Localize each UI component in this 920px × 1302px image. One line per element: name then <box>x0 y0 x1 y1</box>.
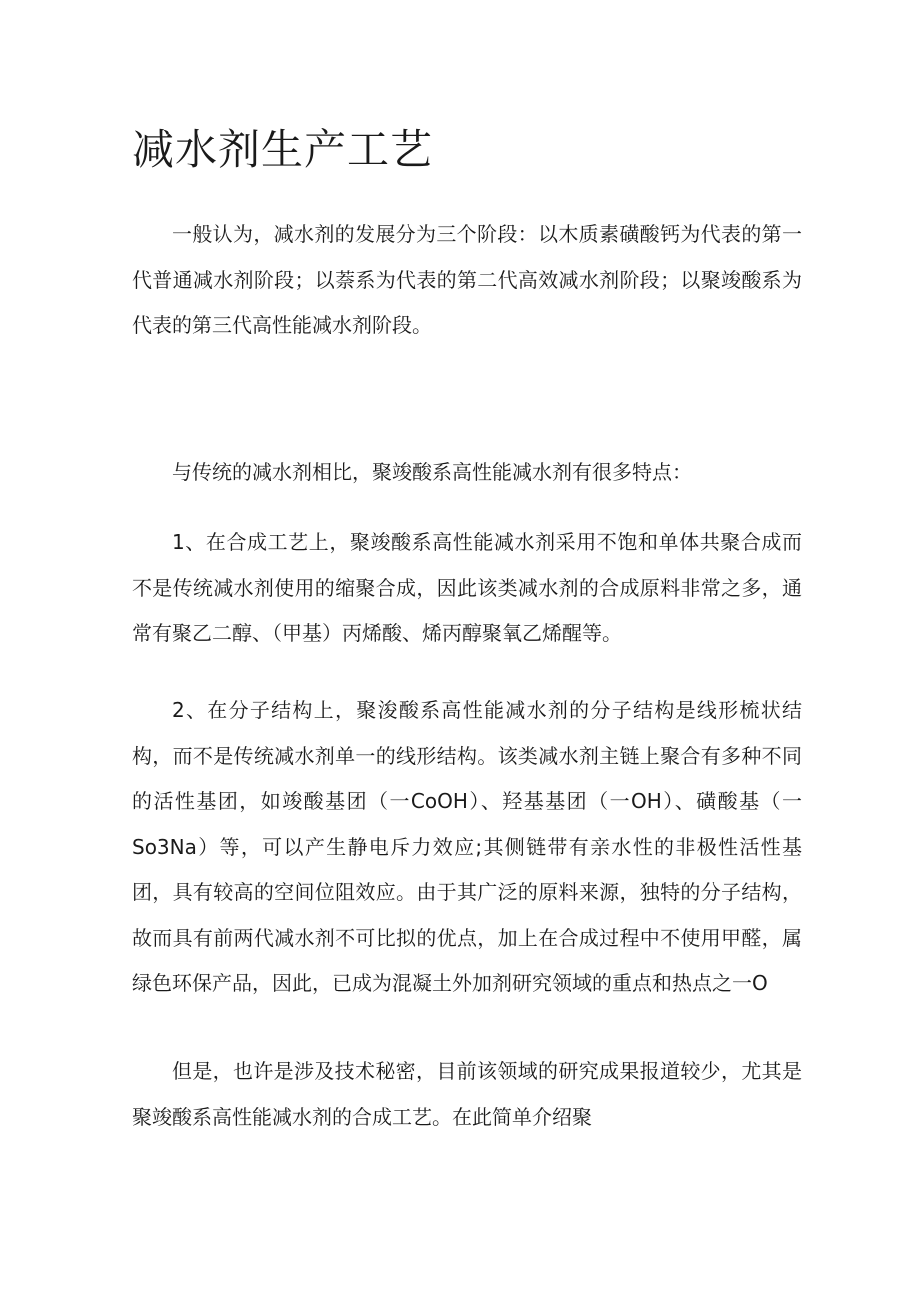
paragraph-development-stages: 一般认为，减水剂的发展分为三个阶段：以木质素磺酸钙为代表的第一代普通减水剂阶段；以萘系为代表的第二代高效减水剂阶段；以聚竣酸系为代表的第三代高性能减水剂阶段。 <box>132 222 802 337</box>
paragraph-synthesis-process: 1、在合成工艺上，聚竣酸系高性能减水剂采用不饱和单体共聚合成而不是传统减水剂使用的缩聚合成，因此该类减水剂的合成原料非常之多，通常有聚乙二醇、（甲基）丙烯酸、烯丙醇聚氧乙烯醒等。 <box>132 530 802 645</box>
paragraph-molecular-structure: 2、在分子结构上，聚浚酸系高性能减水剂的分子结构是线形梳状结构，而不是传统减水剂单一的线形结构。该类减水剂主链上聚合有多种不同的活性基团，如竣酸基团（一CoOH）、羟基基团（一OH）、磺酸基（一So3Na）等，可以产生静电斥力效应;其侧链带有亲水性的非极性活性基团，具有较高的空间位阻效应。由于其广泛的原料来源，独特的分子结构，故而具有前两代减水剂不可比拟的优点，加上在合成过程中不使用甲醛，属绿色环保产品，因此，已成为混凝土外加剂研究领域的重点和热点之一O <box>132 698 802 995</box>
paragraph-research-status: 但是，也许是涉及技术秘密，目前该领域的研究成果报道较少，尤其是聚竣酸系高性能减水剂的合成工艺。在此简单介绍聚 <box>132 1059 802 1129</box>
paragraph-features-intro: 与传统的减水剂相比，聚竣酸系高性能减水剂有很多特点： <box>172 460 692 484</box>
document-title: 减水剂生产工艺 <box>132 125 434 174</box>
